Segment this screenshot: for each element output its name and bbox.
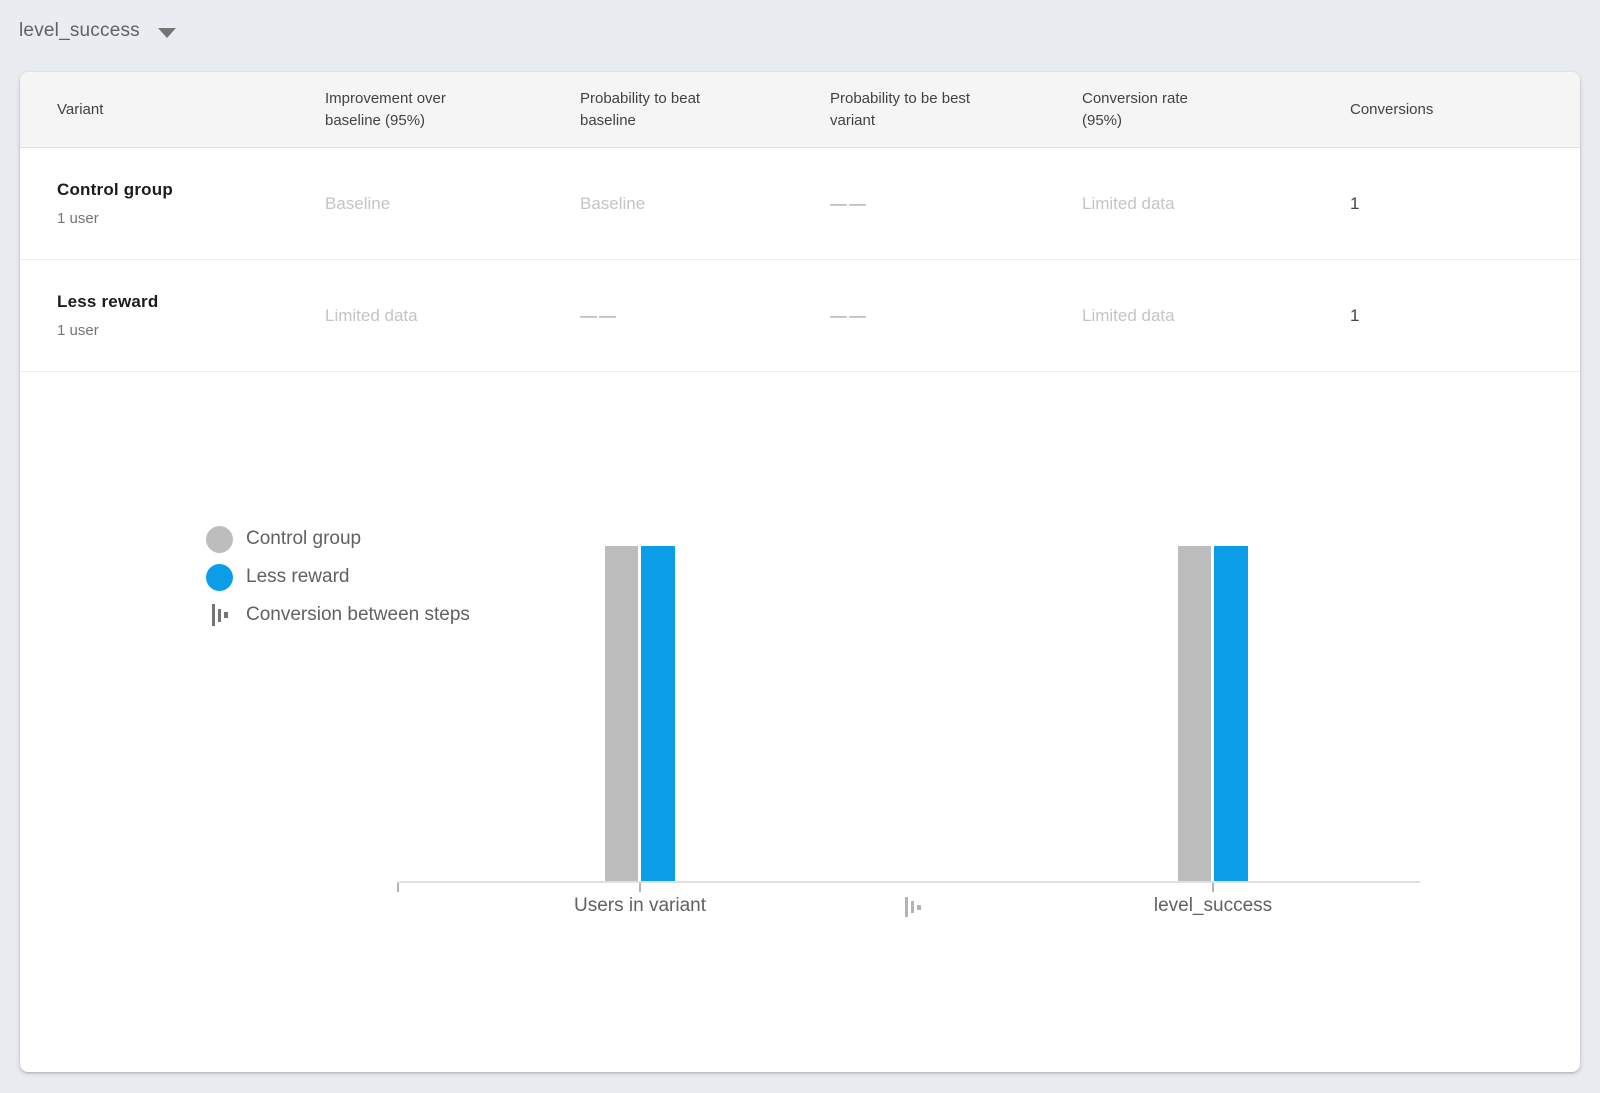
metric-selector-dropdown[interactable] [19, 20, 176, 42]
axis-start-tick [397, 883, 399, 892]
bar-group [605, 546, 675, 881]
category-label: Users in variant [574, 895, 706, 916]
legend-label: Control group [246, 528, 362, 549]
conversion-rate-value: Limited data [1082, 305, 1175, 325]
column-header-conversion-rate: Conversion rate (95%) [1082, 89, 1188, 129]
prob-best-variant-value: —— [830, 193, 868, 213]
conversion-rate-value: Limited data [1082, 193, 1175, 213]
axis-tick [639, 883, 641, 892]
variant-name: Control group [57, 180, 173, 199]
bar-less-reward[interactable] [641, 546, 675, 881]
table-row-control-group [20, 148, 1580, 260]
column-header-prob-best-variant: Probability to be best variant [830, 89, 971, 129]
legend-iconbox [206, 604, 233, 626]
category-label: level_success [1153, 895, 1273, 916]
topbar [0, 0, 1600, 72]
control-group-swatch-icon [206, 526, 233, 553]
bar-control-group[interactable] [605, 546, 638, 881]
prob-beat-baseline-value: —— [580, 305, 618, 325]
column-header-prob-beat-baseline: Probability to beat baseline [580, 89, 701, 129]
improvement-value: Baseline [325, 193, 391, 213]
axis-tick [1212, 883, 1214, 892]
column-header-variant: Variant [57, 100, 104, 118]
variant-name: Less reward [57, 292, 159, 311]
legend-label: Conversion between steps [246, 604, 470, 625]
variant-user-count: 1 user [57, 322, 99, 339]
variant-cell [20, 292, 325, 339]
variant-user-count: 1 user [57, 210, 99, 227]
conversion-steps-axis-icon [905, 897, 921, 917]
bar-control-group[interactable] [1178, 546, 1211, 881]
column-header-conversions: Conversions [1350, 100, 1434, 118]
improvement-value: Limited data [325, 305, 418, 325]
conversion-steps-icon [212, 604, 228, 626]
prob-beat-baseline-value: Baseline [580, 193, 646, 213]
legend-label: Less reward [246, 566, 350, 587]
metric-selector-label: level_success [19, 20, 140, 41]
results-table-header [20, 72, 1580, 148]
column-header-improvement: Improvement over baseline (95%) [325, 89, 446, 129]
prob-best-variant-value: —— [830, 305, 868, 325]
bar-less-reward[interactable] [1214, 546, 1248, 881]
conversion-chart [20, 372, 1580, 1072]
bar-group [1178, 546, 1248, 881]
variant-cell [20, 180, 325, 227]
less-reward-swatch-icon [206, 564, 233, 591]
table-row-less-reward [20, 260, 1580, 372]
conversions-value: 1 [1350, 193, 1360, 213]
conversions-value: 1 [1350, 305, 1360, 325]
results-card [20, 72, 1580, 1072]
chevron-down-icon [158, 28, 176, 38]
bar-plot [397, 548, 1420, 916]
